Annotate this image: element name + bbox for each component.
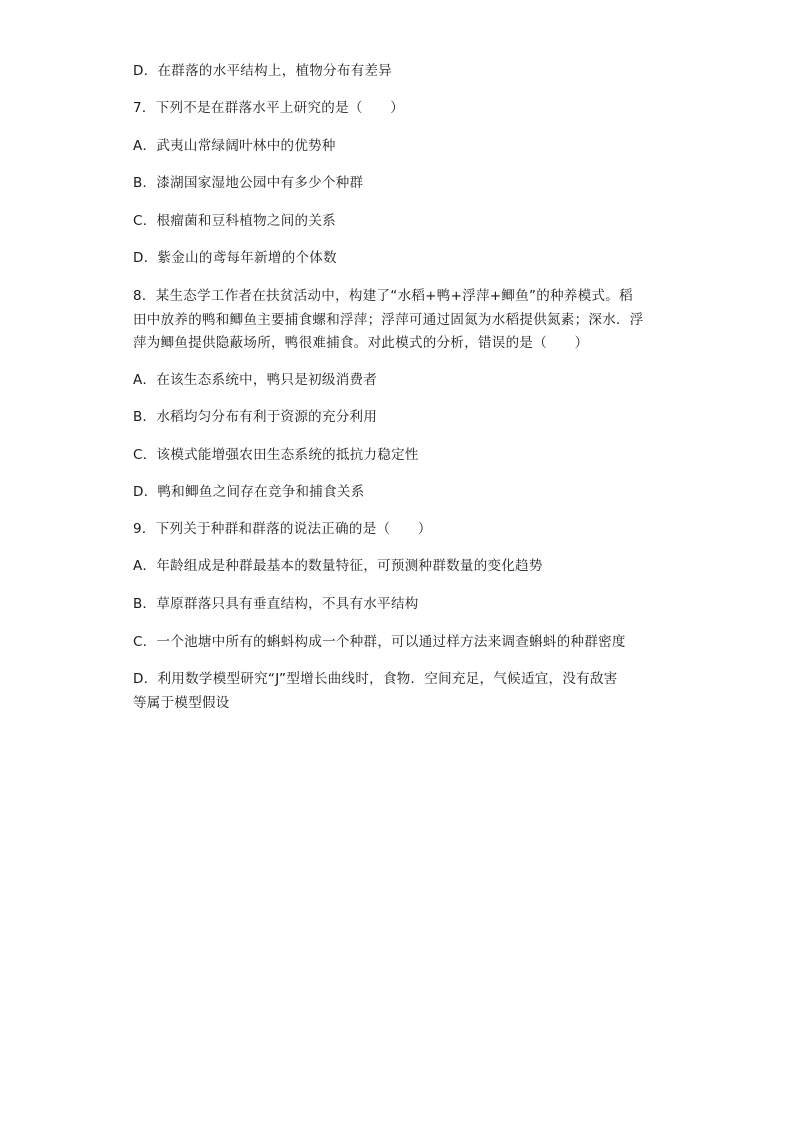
q7-option-c: C．根瘤菌和豆科植物之间的关系 <box>133 213 336 229</box>
q8-option-c: C．该模式能增强农田生态系统的抵抗力稳定性 <box>133 447 419 463</box>
q8-option-b: B．水稻均匀分布有利于资源的充分利用 <box>133 409 378 425</box>
q9-stem: 9．下列关于种群和群落的说法正确的是（ ） <box>133 521 432 537</box>
q8-option-d: D．鸭和鲫鱼之间存在竞争和捕食关系 <box>133 484 365 500</box>
q8-option-a: A．在该生态系统中，鸭只是初级消费者 <box>133 372 378 388</box>
q9-option-c: C．一个池塘中所有的蝌蚪构成一个种群，可以通过样方法来调查蝌蚪的种群密度 <box>133 634 626 650</box>
q7-option-a: A．武夷山常绿阔叶林中的优势种 <box>133 138 336 154</box>
q8-stem-line2: 田中放养的鸭和鲫鱼主要捕食螺和浮萍；浮萍可通过固氮为水稻提供氮素；深水．浮 <box>133 312 644 328</box>
q9-option-b: B．草原群落只具有垂直结构，不具有水平结构 <box>133 596 419 612</box>
q7-option-b: B．漆湖国家湿地公园中有多少个种群 <box>133 175 364 191</box>
q7-stem: 7．下列不是在群落水平上研究的是（ ） <box>133 100 405 116</box>
q9-option-d-line2: 等属于模型假设 <box>133 695 230 711</box>
q9-option-d-line1: D．利用数学模型研究“J”型增长曲线时，食物．空间充足，气候适宜，没有敌害 <box>133 671 618 687</box>
q6-option-d: D．在群落的水平结构上，植物分布有差异 <box>133 63 393 79</box>
q9-option-a: A．年龄组成是种群最基本的数量特征，可预测种群数量的变化趋势 <box>133 558 543 574</box>
q8-stem-line3: 萍为鲫鱼提供隐蔽场所，鸭很难捕食。对此模式的分析，错误的是（ ） <box>133 335 589 351</box>
q8-stem-line1: 8．某生态学工作者在扶贫活动中，构建了“水稻+鸭+浮萍+鲫鱼”的种养模式。稻 <box>133 288 633 304</box>
q7-option-d: D．紫金山的鸢每年新增的个体数 <box>133 250 337 266</box>
